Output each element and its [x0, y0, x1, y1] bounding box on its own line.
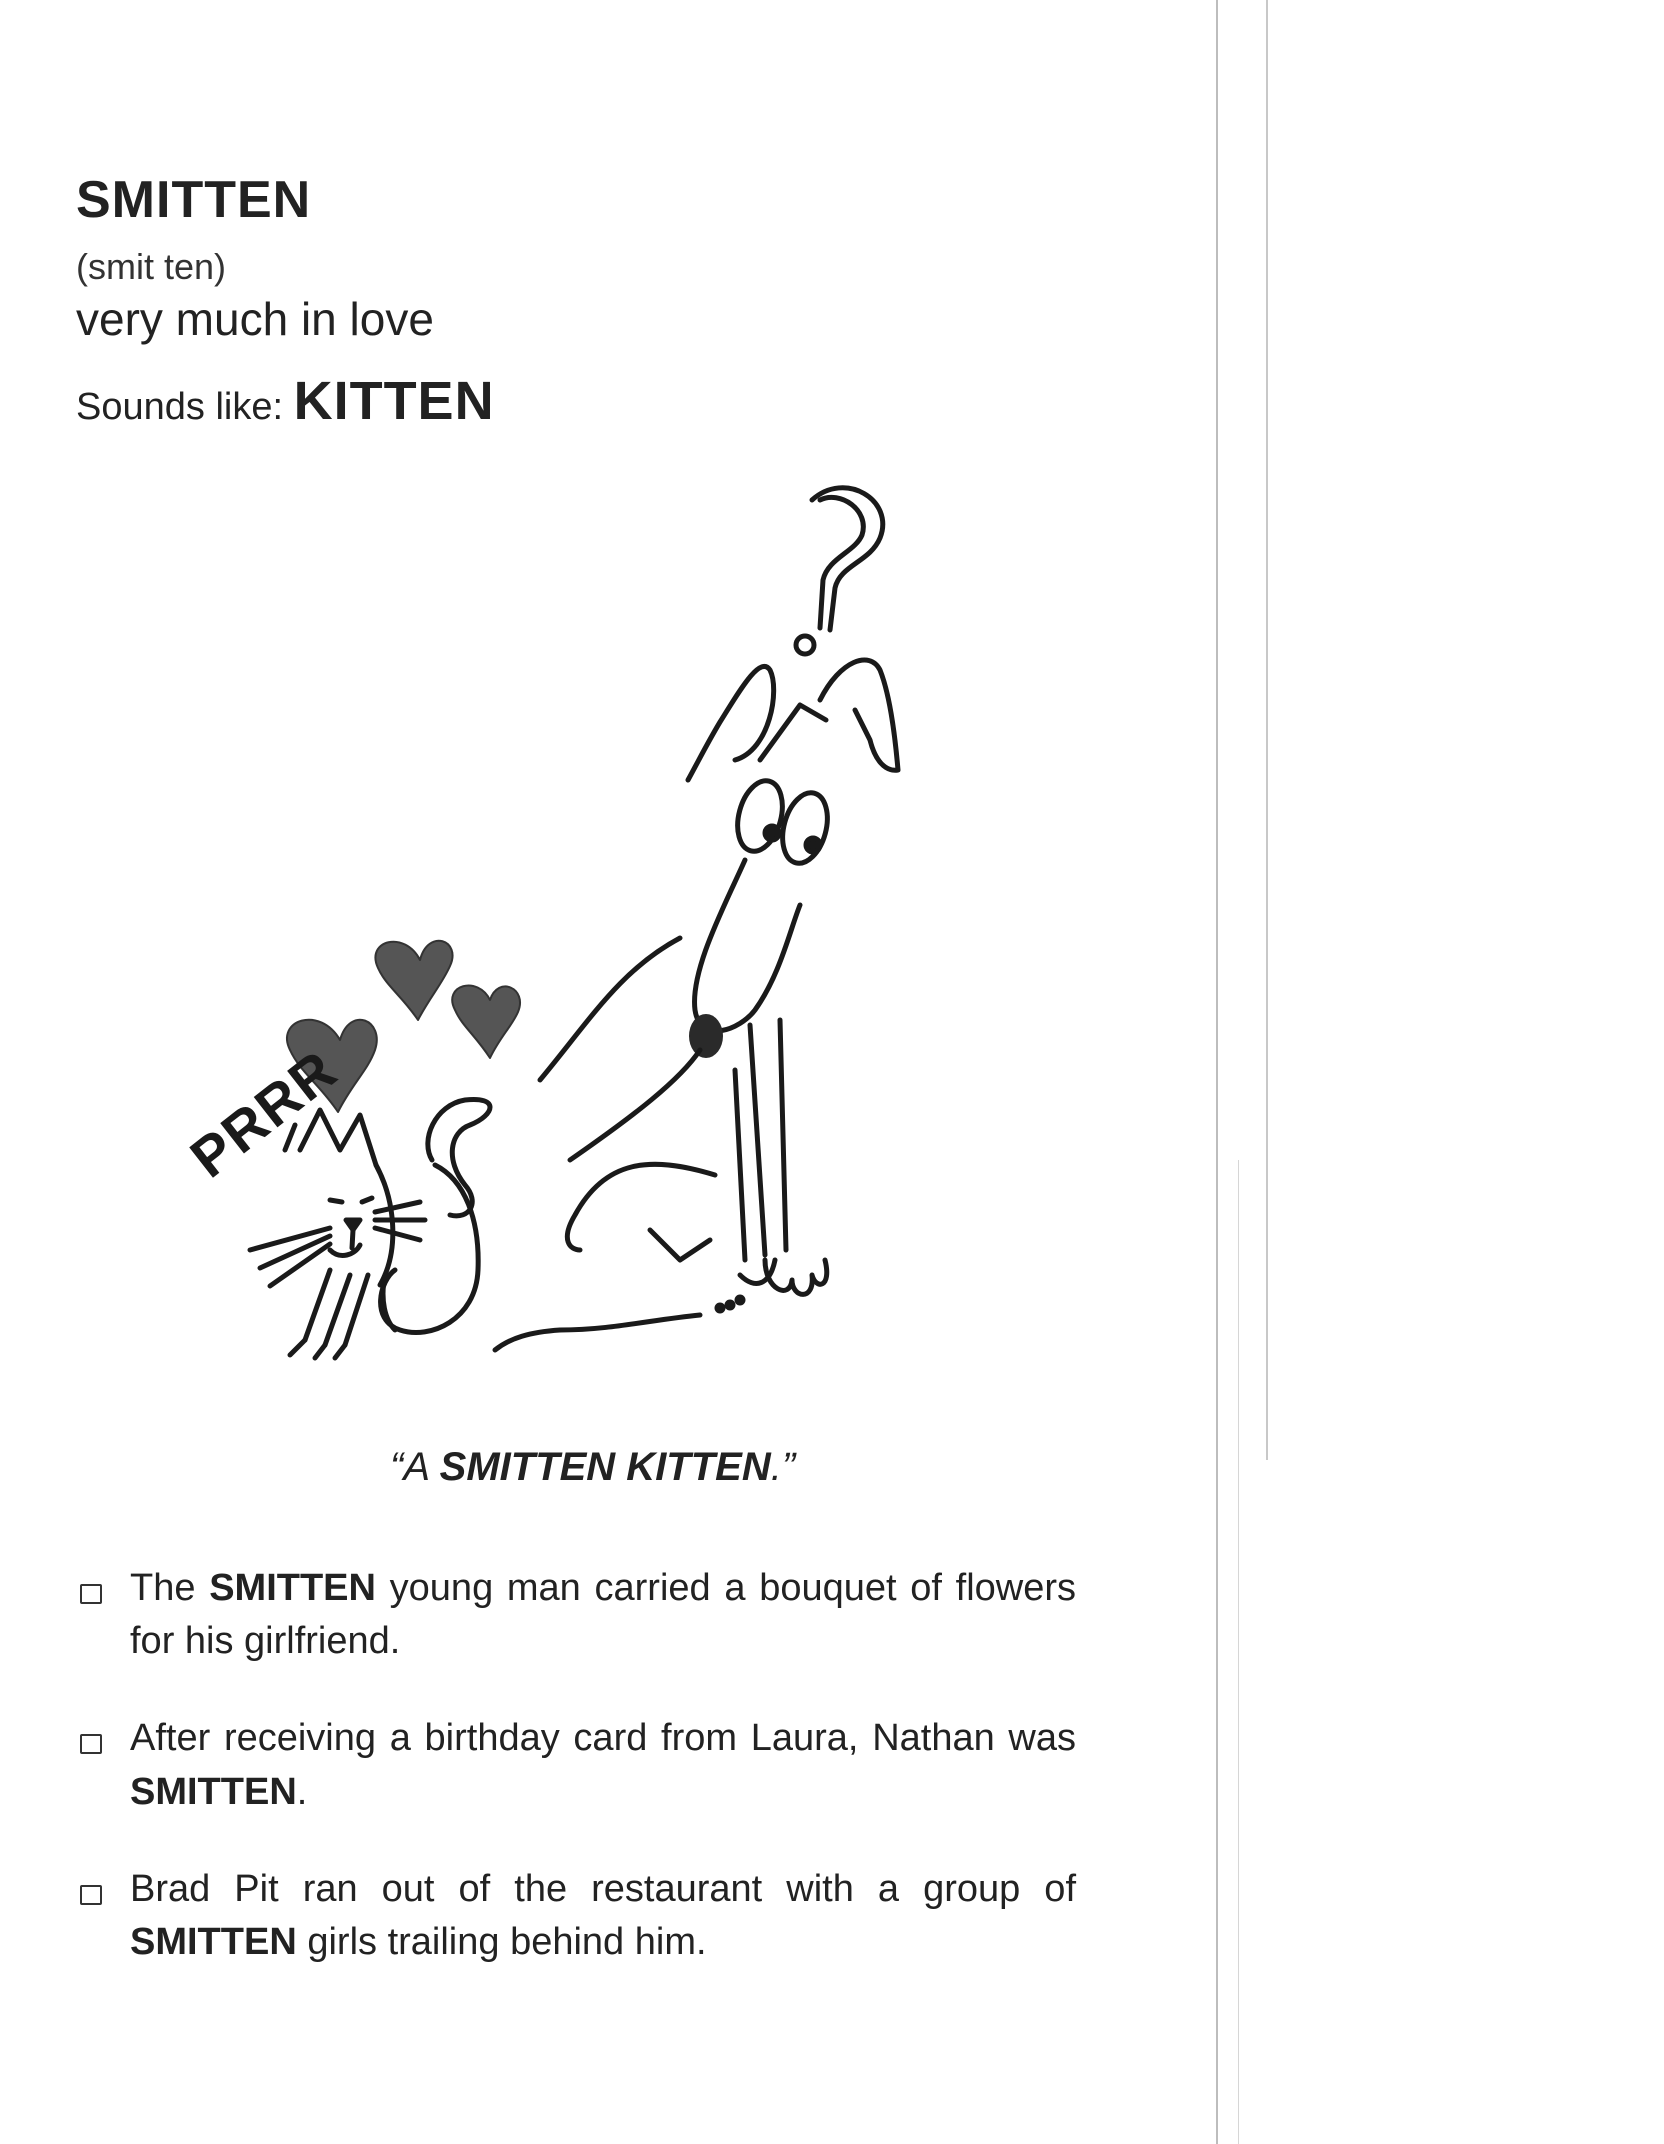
caption-emphasis: SMITTEN KITTEN	[439, 1445, 771, 1489]
binding-edge-line	[1266, 0, 1268, 1460]
checkbox-icon[interactable]	[80, 1885, 102, 1905]
sounds-like-word: KITTEN	[293, 371, 495, 431]
dog-left-ear	[688, 666, 774, 780]
example-text-bold: SMITTEN	[130, 1770, 297, 1813]
definition: very much in love	[76, 293, 434, 345]
example-text-after: girls trailing behind him.	[296, 1920, 707, 1963]
example-sentences	[76, 1562, 1076, 2013]
dog-nose	[689, 1014, 723, 1058]
question-mark-text: ?	[80, 347, 89, 364]
example-text-before: The	[130, 1567, 210, 1609]
example-text-before: Brad Pit ran out of the restaurant with a group of	[130, 1867, 1076, 1910]
example-text-bold: SMITTEN	[130, 1920, 297, 1963]
sounds-like-label: Sounds like:	[76, 386, 284, 428]
cat-tail	[428, 1099, 490, 1215]
caption-open: “A	[390, 1445, 440, 1489]
binding-edge-line	[1216, 0, 1218, 2144]
example-text-after: young man carried a bouquet of flowers for his girlfriend.	[130, 1567, 1077, 1663]
caption-close: .”	[770, 1445, 796, 1489]
dog	[495, 660, 898, 1350]
example-text-bold: SMITTEN	[209, 1567, 376, 1609]
heart-icon	[452, 986, 520, 1058]
example-item	[76, 1562, 1076, 1668]
example-item	[76, 1712, 1076, 1818]
headword: SMITTEN	[76, 171, 312, 229]
illustration-caption	[390, 1445, 795, 1490]
checkbox-icon[interactable]	[80, 1734, 102, 1754]
pronunciation: (smit ten)	[76, 246, 227, 287]
heart-icon	[375, 941, 452, 1020]
binding-edge-line	[1238, 1160, 1239, 2144]
dog-right-ear	[820, 660, 898, 770]
checkbox-icon[interactable]	[80, 1584, 102, 1604]
example-text-before: After receiving a birthday card from Laura, Nathan was	[130, 1717, 1076, 1760]
cat	[250, 1099, 490, 1358]
example-text-after: .	[296, 1770, 308, 1813]
purr-text: PRRR	[178, 1037, 349, 1190]
example-item	[76, 1863, 1076, 1969]
sounds-like	[76, 370, 495, 432]
